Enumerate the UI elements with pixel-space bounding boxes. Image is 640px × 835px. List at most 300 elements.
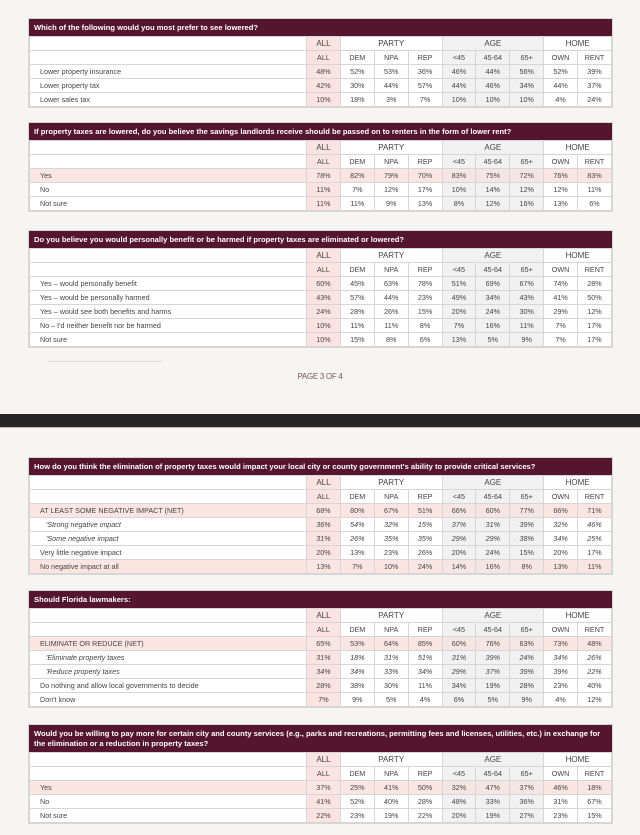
value-cell: 80% [340, 504, 374, 518]
table-row [30, 291, 612, 305]
value-cell: 5% [476, 693, 510, 707]
column-header: ALL [307, 51, 341, 65]
column-header: <45 [442, 623, 476, 637]
value-cell: 43% [307, 291, 341, 305]
group-header-party: PARTY [340, 476, 442, 490]
value-cell: 6% [578, 197, 612, 211]
value-cell: 28% [307, 679, 341, 693]
group-header-age: AGE [442, 476, 544, 490]
column-header: DEM [340, 155, 374, 169]
value-cell: 23% [544, 679, 578, 693]
group-header-all: ALL [307, 37, 341, 51]
value-cell: 9% [510, 693, 544, 707]
value-cell: 11% [578, 560, 612, 574]
value-cell: 10% [307, 333, 341, 347]
question-header: How do you think the elimination of property taxes would impact your local city or county government's ability to provide critical services? [29, 458, 612, 475]
column-header: OWN [544, 767, 578, 781]
value-cell: 51% [408, 651, 442, 665]
column-header: 45-64 [476, 623, 510, 637]
value-cell: 10% [374, 560, 408, 574]
row-label: Yes – would personally benefit [30, 277, 307, 291]
blank-cell [30, 51, 307, 65]
value-cell: 72% [510, 169, 544, 183]
value-cell: 50% [578, 291, 612, 305]
value-cell: 7% [340, 183, 374, 197]
value-cell: 29% [476, 532, 510, 546]
page-number: PAGE 3 OF 4 [297, 372, 343, 381]
value-cell: 34% [340, 665, 374, 679]
value-cell: 37% [476, 665, 510, 679]
question-header: Do you believe you would personally benefit or be harmed if property taxes are eliminated or lowered? [29, 231, 612, 248]
column-header: <45 [442, 490, 476, 504]
value-cell: 4% [408, 693, 442, 707]
value-cell: 26% [408, 546, 442, 560]
column-header: DEM [340, 767, 374, 781]
value-cell: 28% [510, 679, 544, 693]
column-header: DEM [340, 623, 374, 637]
crosstab-table [28, 230, 613, 348]
column-header: OWN [544, 490, 578, 504]
value-cell: 11% [340, 197, 374, 211]
value-cell: 17% [408, 183, 442, 197]
table-row [30, 504, 612, 518]
value-cell: 29% [442, 532, 476, 546]
table-row [30, 169, 612, 183]
value-cell: 79% [374, 169, 408, 183]
question-header: Should Florida lawmakers: [29, 591, 612, 608]
value-cell: 46% [578, 518, 612, 532]
value-cell: 4% [544, 93, 578, 107]
value-cell: 78% [307, 169, 341, 183]
value-cell: 32% [374, 518, 408, 532]
question-header: Would you be willing to pay more for certain city and county services (e.g., parks and recreations, permitting fees and licenses, utilities, etc.) in exchange for the elimination or a reduction in property taxes? [29, 725, 612, 752]
value-cell: 11% [307, 197, 341, 211]
row-label: No – I'd neither benefit nor be harmed [30, 319, 307, 333]
value-cell: 60% [307, 277, 341, 291]
value-cell: 10% [442, 93, 476, 107]
blank-cell [30, 767, 307, 781]
column-header-row [30, 490, 612, 504]
value-cell: 23% [340, 809, 374, 823]
table-row [30, 665, 612, 679]
row-label: Lower sales tax [30, 93, 307, 107]
value-cell: 28% [340, 305, 374, 319]
column-header: RENT [578, 623, 612, 637]
value-cell: 25% [340, 781, 374, 795]
column-header: ALL [307, 767, 341, 781]
value-cell: 13% [442, 333, 476, 347]
column-header: OWN [544, 51, 578, 65]
value-cell: 39% [544, 665, 578, 679]
group-header-party: PARTY [340, 141, 442, 155]
value-cell: 31% [374, 651, 408, 665]
table-row [30, 546, 612, 560]
row-label: No [30, 183, 307, 197]
value-cell: 67% [510, 277, 544, 291]
value-cell: 30% [340, 79, 374, 93]
row-label: Not sure [30, 809, 307, 823]
value-cell: 35% [374, 532, 408, 546]
value-cell: 12% [510, 183, 544, 197]
value-cell: 39% [510, 665, 544, 679]
value-cell: 60% [442, 637, 476, 651]
value-cell: 9% [510, 333, 544, 347]
value-cell: 67% [374, 504, 408, 518]
value-cell: 15% [408, 305, 442, 319]
column-header-row [30, 155, 612, 169]
column-header-row [30, 623, 612, 637]
value-cell: 31% [307, 532, 341, 546]
table-row [30, 781, 612, 795]
value-cell: 17% [578, 546, 612, 560]
value-cell: 63% [374, 277, 408, 291]
value-cell: 10% [307, 93, 341, 107]
column-header: NPA [374, 767, 408, 781]
row-label: AT LEAST SOME NEGATIVE IMPACT (NET) [30, 504, 307, 518]
value-cell: 85% [408, 637, 442, 651]
column-header-row [30, 51, 612, 65]
table-row [30, 560, 612, 574]
column-header: RENT [578, 767, 612, 781]
column-header: REP [408, 155, 442, 169]
group-header-age: AGE [442, 753, 544, 767]
group-header-all: ALL [307, 753, 341, 767]
value-cell: 4% [544, 693, 578, 707]
value-cell: 29% [442, 665, 476, 679]
group-header-row [30, 753, 612, 767]
column-header: 45-64 [476, 155, 510, 169]
value-cell: 44% [442, 79, 476, 93]
group-header-row [30, 476, 612, 490]
value-cell: 52% [340, 795, 374, 809]
value-cell: 16% [510, 197, 544, 211]
column-header: NPA [374, 263, 408, 277]
value-cell: 82% [340, 169, 374, 183]
value-cell: 12% [476, 197, 510, 211]
value-cell: 17% [578, 333, 612, 347]
group-header-home: HOME [544, 753, 612, 767]
value-cell: 34% [476, 291, 510, 305]
value-cell: 12% [578, 693, 612, 707]
table-row [30, 65, 612, 79]
value-cell: 36% [307, 518, 341, 532]
column-header: <45 [442, 767, 476, 781]
value-cell: 34% [442, 679, 476, 693]
row-label: Not sure [30, 197, 307, 211]
row-label: Not sure [30, 333, 307, 347]
value-cell: 76% [476, 637, 510, 651]
value-cell: 44% [374, 79, 408, 93]
blank-cell [30, 490, 307, 504]
page-break-divider [0, 414, 640, 428]
value-cell: 11% [307, 183, 341, 197]
value-cell: 24% [476, 546, 510, 560]
value-cell: 46% [476, 79, 510, 93]
table-row [30, 93, 612, 107]
group-header-party: PARTY [340, 249, 442, 263]
value-cell: 41% [544, 291, 578, 305]
value-cell: 34% [307, 665, 341, 679]
table-row [30, 319, 612, 333]
value-cell: 77% [510, 504, 544, 518]
value-cell: 26% [340, 532, 374, 546]
row-label: Do nothing and allow local governments to decide [30, 679, 307, 693]
blank-cell [30, 476, 307, 490]
value-cell: 53% [340, 637, 374, 651]
value-cell: 25% [578, 532, 612, 546]
group-header-home: HOME [544, 249, 612, 263]
value-cell: 26% [374, 305, 408, 319]
question-header: Which of the following would you most prefer to see lowered? [29, 19, 612, 36]
value-cell: 27% [510, 809, 544, 823]
blank-cell [30, 249, 307, 263]
column-header: NPA [374, 51, 408, 65]
column-header: <45 [442, 155, 476, 169]
value-cell: 14% [442, 560, 476, 574]
table-row [30, 532, 612, 546]
group-header-party: PARTY [340, 609, 442, 623]
value-cell: 64% [374, 637, 408, 651]
value-cell: 24% [476, 305, 510, 319]
value-cell: 30% [374, 679, 408, 693]
column-header: 65+ [510, 767, 544, 781]
value-cell: 31% [544, 795, 578, 809]
column-header: RENT [578, 263, 612, 277]
value-cell: 32% [442, 781, 476, 795]
value-cell: 11% [408, 679, 442, 693]
group-header-home: HOME [544, 141, 612, 155]
column-header: REP [408, 767, 442, 781]
value-cell: 12% [544, 183, 578, 197]
blank-cell [30, 37, 307, 51]
column-header: 65+ [510, 155, 544, 169]
row-label: Yes [30, 169, 307, 183]
value-cell: 44% [476, 65, 510, 79]
value-cell: 40% [374, 795, 408, 809]
value-cell: 31% [442, 651, 476, 665]
value-cell: 10% [307, 319, 341, 333]
table-row [30, 809, 612, 823]
value-cell: 49% [442, 291, 476, 305]
value-cell: 24% [510, 651, 544, 665]
column-header: ALL [307, 263, 341, 277]
blank-cell [30, 753, 307, 767]
column-header: RENT [578, 51, 612, 65]
value-cell: 69% [476, 277, 510, 291]
value-cell: 63% [510, 637, 544, 651]
value-cell: 67% [578, 795, 612, 809]
value-cell: 6% [408, 333, 442, 347]
value-cell: 23% [544, 809, 578, 823]
value-cell: 7% [544, 333, 578, 347]
value-cell: 52% [544, 65, 578, 79]
column-header: OWN [544, 155, 578, 169]
row-label: Lower property insurance [30, 65, 307, 79]
value-cell: 22% [307, 809, 341, 823]
value-cell: 37% [510, 781, 544, 795]
table-row [30, 693, 612, 707]
group-header-age: AGE [442, 249, 544, 263]
value-cell: 13% [408, 197, 442, 211]
group-header-all: ALL [307, 249, 341, 263]
value-cell: 37% [578, 79, 612, 93]
value-cell: 22% [408, 809, 442, 823]
value-cell: 7% [408, 93, 442, 107]
value-cell: 18% [578, 781, 612, 795]
blank-cell [30, 155, 307, 169]
value-cell: 44% [374, 291, 408, 305]
value-cell: 48% [578, 637, 612, 651]
crosstab-table [28, 590, 613, 708]
table-row [30, 333, 612, 347]
row-label: ELIMINATE OR REDUCE (NET) [30, 637, 307, 651]
group-header-home: HOME [544, 609, 612, 623]
column-header: OWN [544, 263, 578, 277]
value-cell: 11% [340, 319, 374, 333]
value-cell: 46% [442, 65, 476, 79]
row-label: No negative impact at all [30, 560, 307, 574]
value-cell: 8% [510, 560, 544, 574]
value-cell: 13% [544, 560, 578, 574]
value-cell: 8% [442, 197, 476, 211]
value-cell: 51% [442, 277, 476, 291]
blank-cell [30, 263, 307, 277]
value-cell: 42% [307, 79, 341, 93]
table-row [30, 305, 612, 319]
crosstab-table [28, 122, 613, 212]
value-cell: 15% [408, 518, 442, 532]
value-cell: 22% [578, 665, 612, 679]
value-cell: 5% [476, 333, 510, 347]
value-cell: 11% [510, 319, 544, 333]
value-cell: 18% [340, 93, 374, 107]
value-cell: 33% [374, 665, 408, 679]
value-cell: 37% [442, 518, 476, 532]
value-cell: 35% [408, 532, 442, 546]
column-header: REP [408, 623, 442, 637]
value-cell: 14% [476, 183, 510, 197]
value-cell: 24% [307, 305, 341, 319]
row-label: Don't know [30, 693, 307, 707]
value-cell: 9% [340, 693, 374, 707]
value-cell: 19% [476, 809, 510, 823]
row-label: 'Strong negative impact [30, 518, 307, 532]
value-cell: 20% [442, 809, 476, 823]
value-cell: 83% [442, 169, 476, 183]
crosstab-table [28, 724, 613, 824]
column-header: REP [408, 263, 442, 277]
value-cell: 11% [374, 319, 408, 333]
crosstab-table [28, 18, 613, 108]
blank-cell [30, 623, 307, 637]
group-header-row [30, 141, 612, 155]
column-header: REP [408, 490, 442, 504]
value-cell: 5% [374, 693, 408, 707]
table-row [30, 197, 612, 211]
column-header: 45-64 [476, 263, 510, 277]
footer-rule [48, 361, 163, 362]
value-cell: 44% [544, 79, 578, 93]
group-header-all: ALL [307, 141, 341, 155]
value-cell: 11% [578, 183, 612, 197]
value-cell: 39% [510, 518, 544, 532]
row-label: Lower property tax [30, 79, 307, 93]
value-cell: 66% [544, 504, 578, 518]
value-cell: 71% [578, 504, 612, 518]
group-header-all: ALL [307, 476, 341, 490]
value-cell: 20% [442, 305, 476, 319]
value-cell: 15% [578, 809, 612, 823]
value-cell: 7% [340, 560, 374, 574]
value-cell: 50% [408, 781, 442, 795]
value-cell: 19% [374, 809, 408, 823]
table-row [30, 518, 612, 532]
value-cell: 53% [374, 65, 408, 79]
column-header: <45 [442, 51, 476, 65]
value-cell: 78% [408, 277, 442, 291]
value-cell: 13% [544, 197, 578, 211]
value-cell: 15% [510, 546, 544, 560]
value-cell: 26% [578, 651, 612, 665]
column-header: NPA [374, 490, 408, 504]
value-cell: 8% [408, 319, 442, 333]
value-cell: 31% [307, 651, 341, 665]
group-header-age: AGE [442, 37, 544, 51]
table-row [30, 79, 612, 93]
table-row [30, 277, 612, 291]
value-cell: 73% [544, 637, 578, 651]
value-cell: 13% [307, 560, 341, 574]
value-cell: 48% [307, 65, 341, 79]
value-cell: 43% [510, 291, 544, 305]
value-cell: 34% [544, 651, 578, 665]
value-cell: 6% [442, 693, 476, 707]
value-cell: 56% [510, 65, 544, 79]
group-header-party: PARTY [340, 753, 442, 767]
column-header: ALL [307, 155, 341, 169]
column-header: 65+ [510, 263, 544, 277]
column-header: 45-64 [476, 490, 510, 504]
crosstab-table [28, 457, 613, 575]
value-cell: 16% [476, 319, 510, 333]
value-cell: 36% [408, 65, 442, 79]
question-header: If property taxes are lowered, do you believe the savings landlords receive should be passed on to renters in the form of lower rent? [29, 123, 612, 140]
group-header-row [30, 37, 612, 51]
value-cell: 15% [340, 333, 374, 347]
value-cell: 23% [374, 546, 408, 560]
row-label: 'Some negative impact [30, 532, 307, 546]
value-cell: 20% [544, 546, 578, 560]
value-cell: 17% [578, 319, 612, 333]
value-cell: 7% [307, 693, 341, 707]
value-cell: 16% [476, 560, 510, 574]
table-row [30, 679, 612, 693]
row-label: No [30, 795, 307, 809]
blank-cell [30, 609, 307, 623]
value-cell: 19% [476, 679, 510, 693]
row-label: 'Eliminate property taxes [30, 651, 307, 665]
table-row [30, 795, 612, 809]
table-row [30, 637, 612, 651]
value-cell: 83% [578, 169, 612, 183]
value-cell: 75% [476, 169, 510, 183]
value-cell: 60% [476, 504, 510, 518]
blank-cell [30, 141, 307, 155]
value-cell: 65% [307, 637, 341, 651]
group-header-party: PARTY [340, 37, 442, 51]
value-cell: 52% [340, 65, 374, 79]
value-cell: 29% [544, 305, 578, 319]
